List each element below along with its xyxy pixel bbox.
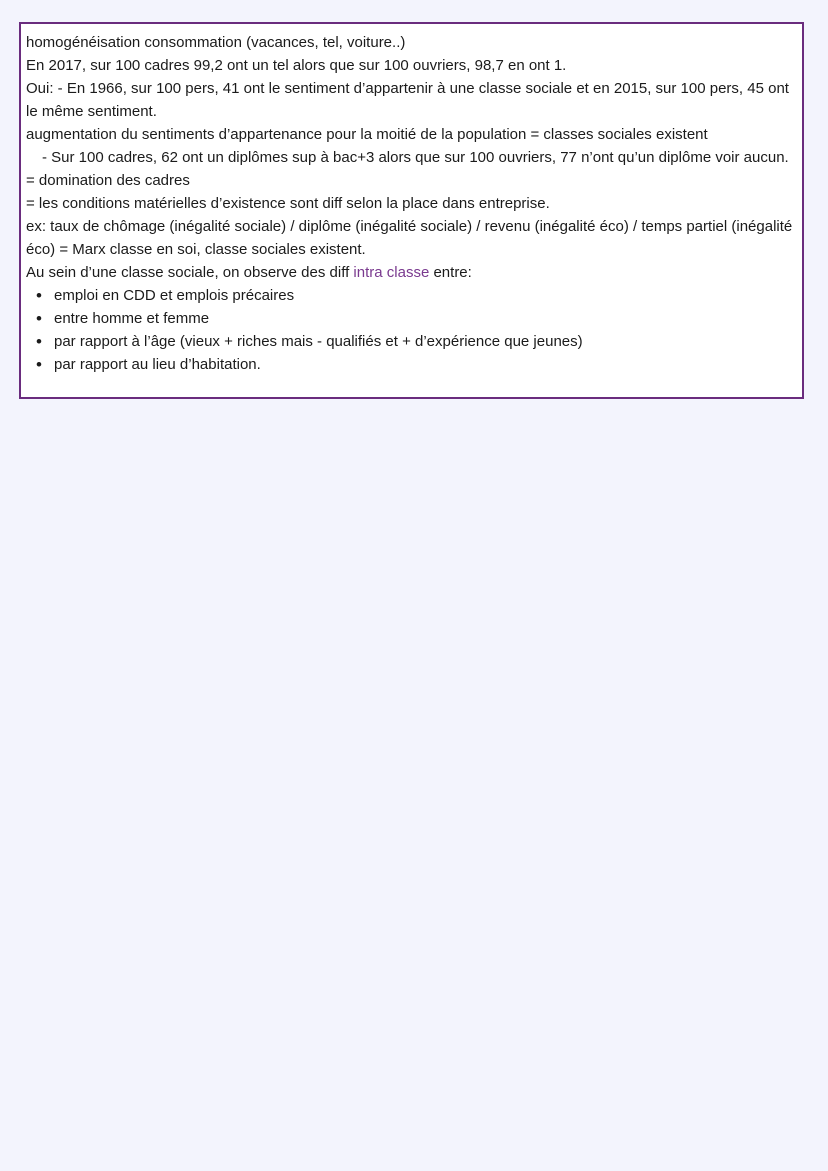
list-item: • par rapport à l’âge (vieux + riches mais - qualifiés et + d’expérience que jeunes) [36,330,794,353]
note-line-sentiment-stat: Oui: - En 1966, sur 100 pers, 41 ont le sentiment d’appartenir à une classe sociale et en 2015, sur 100 pers, 45 ont le même sentiment. [26,80,789,120]
list-item: • entre homme et femme [36,307,794,330]
bullet-list [26,284,794,376]
note-box [19,22,804,399]
note-line-exemples: ex: taux de chômage (inégalité sociale) / diplôme (inégalité sociale) / revenu (inégalité éco) / temps partiel (inégalité éco) = Marx classe en soi, classe sociales existent. [26,218,793,258]
list-item: • emploi en CDD et emplois précaires [36,284,794,307]
note-line-augmentation: augmentation du sentiments d’appartenance pour la moitié de la population = classes sociales existent [26,126,708,143]
list-item: • par rapport au lieu d’habitation. [36,353,794,376]
note-line-domination: = domination des cadres [26,172,190,189]
note-line-telephone-stat: En 2017, sur 100 cadres 99,2 ont un tel alors que sur 100 ouvriers, 98,7 en ont 1. [26,57,567,74]
note-line-consommation: homogénéisation consommation (vacances, tel, voiture..) [26,34,406,51]
intra-text-after: entre: [429,264,472,281]
intra-classe-highlight: intra classe [353,264,430,281]
note-line-conditions: = les conditions matérielles d’existence sont diff selon la place dans entreprise. [26,195,550,212]
intra-text-before: Au sein d’une classe sociale, on observe des diff [26,264,354,281]
note-line-intra-classe [26,261,794,284]
note-line-diplome-stat: - Sur 100 cadres, 62 ont un diplômes sup à bac+3 alors que sur 100 ouvriers, 77 n’ont qu’un diplôme voir aucun. [42,149,789,166]
